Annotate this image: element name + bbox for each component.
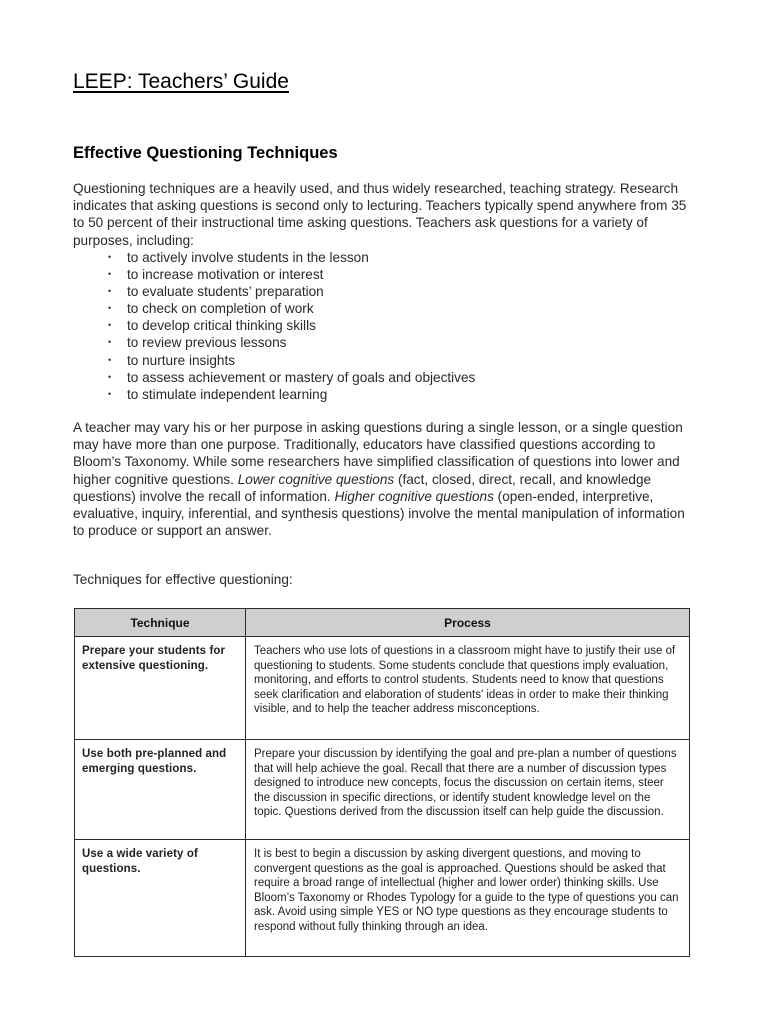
technique-cell: Prepare your students for extensive questioning. xyxy=(75,637,246,740)
list-item: • to actively involve students in the lesson xyxy=(108,249,475,266)
paragraph-text: A teacher may vary his or her purpose in asking questions during a single lesson, or a single question may have more than one purpose. Traditionally, educators have classified questions according to Bloom’s Taxonomy. While some researchers have simplified classification of questions into lower and higher cognitive questions. xyxy=(73,420,683,487)
paragraph-text: (open-ended, interpretive, evaluative, inquiry, inferential, and synthesis questions) involve the mental manipulation of information to produce or support an answer. xyxy=(73,488,685,539)
technique-cell: Use a wide variety of questions. xyxy=(75,840,246,957)
table-row xyxy=(75,740,690,840)
technique-column-header: Technique xyxy=(75,609,246,637)
techniques-table xyxy=(74,608,690,957)
section-heading: Effective Questioning Techniques xyxy=(73,144,338,162)
higher-cognitive-term: Higher cognitive questions xyxy=(334,488,494,504)
table-row xyxy=(75,840,690,957)
list-item: • to nurture insights xyxy=(108,352,475,369)
classification-paragraph xyxy=(73,419,698,539)
process-cell: It is best to begin a discussion by asking divergent questions, and moving to convergent questions as the goal is approached. Questions should be asked that require a broad range of intellectual (higher and lower order) thinking skills. Use Bloom’s Taxonomy or Rhodes Typology for a guide to the type of questions you can ask. Avoid using simple YES or NO type questions as they encourage students to respond without fully thinking through an idea. xyxy=(246,840,690,957)
intro-paragraph: Questioning techniques are a heavily used, and thus widely researched, teaching strategy. Research indicates that asking questions is second only to lecturing. Teachers typically spend anywhere from 35 to 50 percent of their instructional time asking questions. Teachers ask questions for a variety of purposes, including: xyxy=(73,181,687,248)
process-column-header: Process xyxy=(246,609,690,637)
list-item: • to develop critical thinking skills xyxy=(108,317,475,334)
purpose-list xyxy=(108,249,475,403)
list-item: • to increase motivation or interest xyxy=(108,266,475,283)
list-item: • to review previous lessons xyxy=(108,334,475,351)
list-item: • to check on completion of work xyxy=(108,300,475,317)
process-cell: Prepare your discussion by identifying the goal and pre-plan a number of questions that will help achieve the goal. Recall that there are a number of discussion types designed to introduce new concepts, focus the discussion on certain items, steer the discussion in specific directions, or identify student knowledge level on the topic. Questions derived from the discussion itself can help guide the discussion. xyxy=(246,740,690,840)
list-item: • to assess achievement or mastery of goals and objectives xyxy=(108,369,475,386)
table-intro: Techniques for effective questioning: xyxy=(73,572,293,587)
technique-cell: Use both pre-planned and emerging questions. xyxy=(75,740,246,840)
table-row xyxy=(75,637,690,740)
list-item: • to evaluate students’ preparation xyxy=(108,283,475,300)
lower-cognitive-term: Lower cognitive questions xyxy=(237,471,395,487)
table-header-row xyxy=(75,609,690,637)
list-item: • to stimulate independent learning xyxy=(108,386,475,403)
paragraph-text: (fact, closed, direct, recall, and knowledge questions) involve the recall of information. xyxy=(73,471,652,504)
document-title: LEEP: Teachers’ Guide xyxy=(73,70,289,93)
process-cell: Teachers who use lots of questions in a classroom might have to justify their use of questioning to students. Some students conclude that questions imply evaluation, monitoring, and efforts to control students. Students need to know that questions seek clarification and elaboration of students' ideas in order to make their thinking visible, and to help the teacher address misconceptions. xyxy=(246,637,690,740)
